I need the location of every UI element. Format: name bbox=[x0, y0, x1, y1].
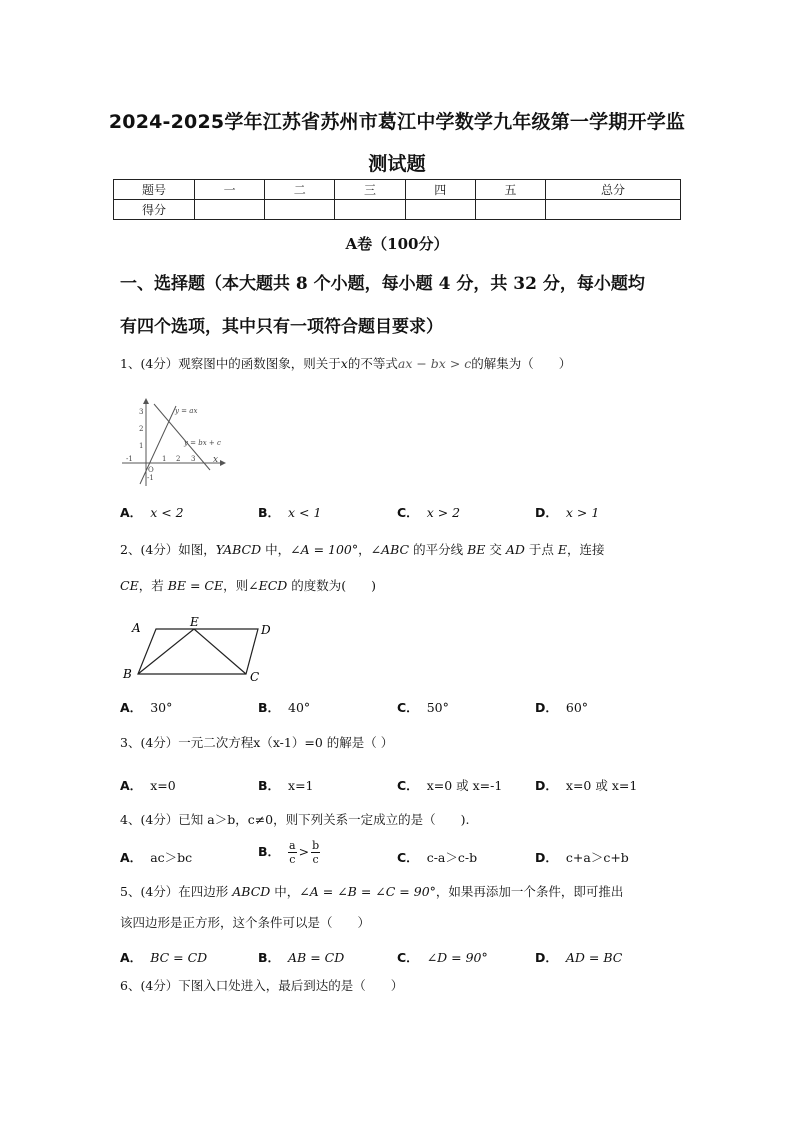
q2-text: ，则 bbox=[223, 578, 249, 593]
graph-y-arrow bbox=[143, 398, 149, 404]
q2-text: 交 bbox=[485, 542, 506, 557]
q3-option-a[interactable]: A． x=0 bbox=[120, 778, 176, 793]
q1-option-d[interactable]: D． x > 1 bbox=[535, 505, 600, 520]
q2-math: YABCD bbox=[215, 542, 262, 557]
graph-tick-y3: 3 bbox=[139, 408, 144, 416]
q5-option-a[interactable]: A． BC = CD bbox=[120, 950, 208, 965]
q5-options bbox=[120, 948, 680, 968]
score-header-cell: 题号 bbox=[114, 180, 195, 200]
score-cell bbox=[335, 200, 405, 220]
q2-text: 的平分线 bbox=[409, 542, 468, 557]
q1-option-b[interactable]: B． x < 1 bbox=[258, 505, 322, 520]
graph-label-ax: y = ax bbox=[175, 407, 198, 415]
q5-option-b[interactable]: B． AB = CD bbox=[258, 950, 345, 965]
graph-label-bxc: y = bx + c bbox=[184, 439, 221, 447]
q2-options bbox=[120, 698, 680, 718]
q1-mid: 的不等式 bbox=[347, 356, 398, 371]
q5-math: ABCD bbox=[232, 884, 271, 899]
q2-parallelogram-figure bbox=[118, 614, 280, 686]
point-d-label: D bbox=[261, 623, 271, 637]
graph-line-ax bbox=[140, 406, 176, 484]
q1-prefix: 1、(4分）观察图中的函数图象，则关于 bbox=[120, 356, 341, 371]
graph-tick-x3: 3 bbox=[191, 455, 196, 463]
score-header-cell: 三 bbox=[335, 180, 405, 200]
parallelogram-abcd bbox=[138, 629, 258, 674]
q2-text: ，若 bbox=[138, 578, 168, 593]
q2-text: 于点 bbox=[524, 542, 558, 557]
section1-heading-line1: 一、选择题（本大题共 8 个小题，每小题 4 分，共 32 分，每小题均 bbox=[120, 274, 645, 294]
q2-math: BE bbox=[467, 542, 486, 557]
score-header-cell: 四 bbox=[405, 180, 475, 200]
question-4: 4、(4分）已知 a＞b，c≠0，则下列关系一定成立的是（ ). bbox=[120, 812, 470, 827]
graph-tick-y1: 1 bbox=[139, 442, 144, 450]
score-row-label: 得分 bbox=[114, 200, 195, 220]
score-header-cell: 五 bbox=[475, 180, 545, 200]
score-header-cell: 二 bbox=[265, 180, 335, 200]
graph-tick-y2: 2 bbox=[139, 425, 144, 433]
q2-option-c[interactable]: C． 50° bbox=[397, 700, 449, 715]
graph-tick-y-neg1: -1 bbox=[147, 474, 154, 482]
q2-text: ，连接 bbox=[566, 542, 605, 557]
q1-var: x bbox=[340, 356, 348, 371]
q2-option-b[interactable]: B． 40° bbox=[258, 700, 311, 715]
q5-text: 5、(4分）在四边形 bbox=[120, 884, 233, 899]
section1-heading-line2: 有四个选项，其中只有一项符合题目要求） bbox=[120, 317, 443, 337]
point-a-label: A bbox=[132, 621, 141, 635]
q5-math: ∠A = ∠B = ∠C = 90° bbox=[299, 884, 436, 899]
fraction-b-over-c: $\frac{b}{c}$ bbox=[312, 839, 320, 866]
q1-suffix: 的解集为（ ） bbox=[471, 356, 572, 371]
graph-origin: O bbox=[148, 466, 154, 474]
q1-options bbox=[120, 503, 680, 523]
graph-x-arrow bbox=[220, 460, 226, 466]
score-cell bbox=[475, 200, 545, 220]
q4-option-a[interactable]: A． ac＞bc bbox=[120, 850, 193, 865]
q2-text: 中， bbox=[261, 542, 291, 557]
question-5 bbox=[120, 876, 680, 938]
q2-option-a[interactable]: A． 30° bbox=[120, 700, 173, 715]
point-e-label: E bbox=[190, 615, 199, 629]
score-header-cell: 总分 bbox=[546, 180, 681, 200]
section-a-heading: A卷（100分） bbox=[345, 235, 449, 253]
score-cell bbox=[405, 200, 475, 220]
q3-option-c[interactable]: C． x=0 或 x=-1 bbox=[397, 778, 503, 793]
q1-inequality: ax − bx > c bbox=[397, 356, 472, 371]
score-cell bbox=[546, 200, 681, 220]
score-table-row bbox=[114, 200, 681, 220]
q2-text: ， bbox=[358, 542, 371, 557]
q4-option-c[interactable]: C． c-a＞c-b bbox=[397, 850, 478, 865]
question-1 bbox=[120, 346, 680, 382]
question-3: 3、(4分）一元二次方程x（x-1）=0 的解是（ ） bbox=[120, 735, 394, 750]
q2-math: CE bbox=[120, 578, 139, 593]
question-2 bbox=[120, 532, 680, 604]
fraction-a-over-c: $\frac{a}{c}$ bbox=[289, 839, 296, 866]
q5-text: 该四边形是正方形，这个条件可以是（ ） bbox=[120, 915, 371, 930]
q1-option-a[interactable]: A． x < 2 bbox=[120, 505, 184, 520]
q5-option-d[interactable]: D． AD = BC bbox=[535, 950, 623, 965]
score-header-cell: 一 bbox=[195, 180, 265, 200]
q2-math: ∠A = 100° bbox=[290, 542, 359, 557]
greater-than-sign: > bbox=[298, 844, 310, 859]
graph-axis-x-label: x bbox=[213, 455, 219, 465]
graph-tick-x-neg1: -1 bbox=[126, 455, 133, 463]
q2-math: AD bbox=[505, 542, 525, 557]
q2-option-d[interactable]: D． 60° bbox=[535, 700, 589, 715]
score-cell bbox=[265, 200, 335, 220]
q4-option-d[interactable]: D． c+a＞c+b bbox=[535, 850, 629, 865]
score-cell bbox=[195, 200, 265, 220]
q2-math: ∠ABC bbox=[370, 542, 410, 557]
q3-options bbox=[120, 776, 680, 796]
q1-option-c[interactable]: C． x > 2 bbox=[397, 505, 461, 520]
q2-math: E bbox=[557, 542, 567, 557]
score-table bbox=[113, 179, 681, 220]
q2-text: 2、(4分）如图， bbox=[120, 542, 216, 557]
graph-tick-x1: 1 bbox=[162, 455, 167, 463]
q5-text: ，如果再添加一个条件，即可推出 bbox=[435, 884, 624, 899]
q2-math: ∠ECD bbox=[248, 578, 288, 593]
q3-option-b[interactable]: B． x=1 bbox=[258, 778, 314, 793]
q1-function-graph bbox=[118, 396, 228, 490]
graph-tick-x2: 2 bbox=[176, 455, 181, 463]
q5-option-c[interactable]: C． ∠D = 90° bbox=[397, 950, 488, 965]
doc-title-line1: 2024-2025学年江苏省苏州市葛江中学数学九年级第一学期开学监 bbox=[108, 111, 686, 133]
question-6: 6、(4分）下图入口处进入，最后到达的是（ ） bbox=[120, 978, 404, 993]
point-b-label: B bbox=[123, 667, 132, 681]
q3-option-d[interactable]: D． x=0 或 x=1 bbox=[535, 778, 638, 793]
score-table-header bbox=[114, 180, 681, 200]
point-c-label: C bbox=[250, 670, 260, 684]
q4-option-b[interactable]: B． $\frac{a}{c}$ > $\frac{b}{c}$ bbox=[258, 839, 320, 866]
q5-text: 中， bbox=[270, 884, 300, 899]
doc-title-line2: 测试题 bbox=[368, 153, 426, 175]
q2-math: BE = CE bbox=[167, 578, 224, 593]
q2-text: 的度数为( ) bbox=[287, 578, 377, 593]
q4-options bbox=[120, 839, 680, 874]
segment-ce bbox=[194, 629, 246, 674]
